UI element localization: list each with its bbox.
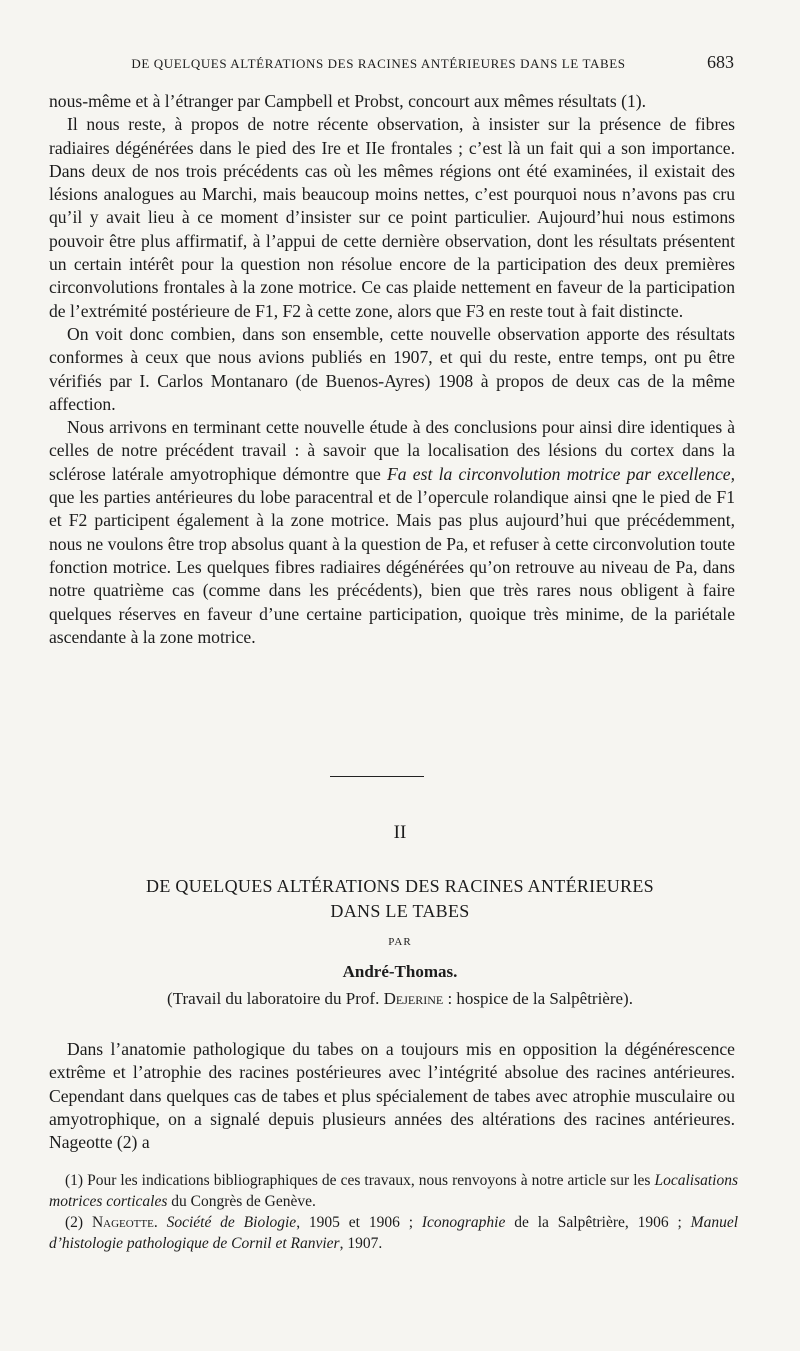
text-run: : hospice de la Salpêtrière).	[443, 989, 633, 1008]
paragraph	[49, 416, 735, 649]
text-run: .	[153, 1214, 167, 1231]
running-header	[50, 52, 734, 76]
footnote	[49, 1212, 738, 1254]
emphasis: Iconographie	[421, 1214, 506, 1231]
text-run: , 1905 et 1906 ;	[296, 1214, 422, 1231]
emphasis: Société de Biologie	[166, 1214, 297, 1231]
text-run: (1) Pour les indications bibliographiques de ces travaux, nous renvoyons à notre article sur les	[65, 1172, 655, 1189]
author-name: André-Thomas.	[342, 962, 458, 981]
text-run: (Travail du laboratoire du Prof.	[167, 989, 384, 1008]
emphasis: Manuel d’histologie pathologique de Cornil et Ranvier	[49, 1214, 739, 1252]
footnote	[49, 1170, 738, 1212]
text-run: Nageotte	[91, 1214, 154, 1231]
section-number: II	[393, 822, 407, 843]
text-run: (2)	[65, 1214, 92, 1231]
text-run: Dejerine	[383, 989, 444, 1008]
paragraph: nous-même et à l’étranger par Campbell et Probst, concourt aux mêmes résultats (1).	[49, 91, 647, 111]
emphasis: Localisations motrices corticales	[49, 1172, 738, 1210]
section-divider	[330, 776, 424, 777]
section-title-line: DANS LE TABES	[330, 901, 470, 921]
section-title	[0, 874, 800, 924]
page-number: 683	[707, 52, 734, 72]
text-run: du Congrès de Genève.	[167, 1193, 316, 1210]
paragraph: Dans l’anatomie pathologique du tabes on a toujours mis en opposition la dégénérescence extrême et l’atrophie des racines postérieures avec l’intégrité absolue des racines antérieures. Cependant dans quelques cas de tabes et plus spécialement de tabes avec atrophie musculaire ou amyotrophique, on a signalé depuis plusieurs années des altérations des racines antérieures. Nageotte (2) a	[49, 1039, 735, 1153]
body-text-top	[49, 90, 735, 649]
text-run: de la Salpêtrière, 1906 ;	[505, 1214, 691, 1231]
emphasis: Fa est la circonvolution motrice par excellence,	[387, 463, 735, 484]
paragraph: On voit donc combien, dans son ensemble, cette nouvelle observation apporte des résultats conformes à ceux que nous avions publiés en 1907, et qui du reste, entre temps, ont pu être vérifiés par I. Carlos Montanaro (de Buenos-Ayres) 1908 à propos de deux cas de la même affection.	[49, 323, 735, 414]
text-run: que les parties antérieures du lobe paracentral et de l’opercule rolandique ainsi qne le pied de F1 et F2 participent également à la zone motrice. Mais pas plus aujourd’hui que précédemment, nous ne voulons être trop absolus quant à la question de Pa, et refuser à cette circonvolution toute fonction motrice. Les quelques fibres radiaires dégénérées qu’on retrouve au niveau de Pa, dans notre quatrième cas (comme dans les précédents), bien que très rares nous obligent à faire quelques réserves en faveur d’une certaine participation, quoique très minime, de la pariétale ascendante à la zone motrice.	[49, 487, 735, 647]
text-run: Nous arrivons en terminant cette nouvelle étude à des conclusions pour ainsi dire identiques à celles de notre précédent travail : à savoir que la localisation des lésions du cortex dans la sclérose latérale amyotrophique démontre que	[49, 417, 735, 484]
footnotes	[49, 1170, 738, 1254]
section-title-line: DE QUELQUES ALTÉRATIONS DES RACINES ANTÉRIEURES	[146, 876, 654, 896]
affiliation	[0, 989, 800, 1009]
text-run: , 1907.	[339, 1235, 383, 1252]
paragraph: Il nous reste, à propos de notre récente observation, à insister sur la présence de fibres radiaires dégénérées dans le pied des Ire et IIe frontales ; c’est là un fait qui a son importance. Dans deux de nos trois précédents cas où les mêmes régions ont été examinées, il existait des lésions analogues au Marchi, mais beaucoup moins nettes, c’est pourquoi nous n’avons pas cru qu’il y avait lieu à ce moment d’insister sur ce point particulier. Aujourd’hui nous estimons pouvoir être plus affirmatif, à l’appui de cette dernière observation, dont les résultats présentent un certain intérêt pour la question non résolue encore de la participation des deux premières circonvolutions frontales à la zone motrice. Ce cas plaide nettement en faveur de la participation de l’extrémité postérieure de F1, F2 à cette zone, alors que F3 en reste tout à fait distincte.	[49, 114, 735, 321]
body-text-bottom	[49, 1038, 735, 1154]
by-line: PAR	[388, 936, 412, 948]
running-title: DE QUELQUES ALTÉRATIONS DES RACINES ANTÉRIEURES DANS LE TABES	[131, 56, 626, 71]
